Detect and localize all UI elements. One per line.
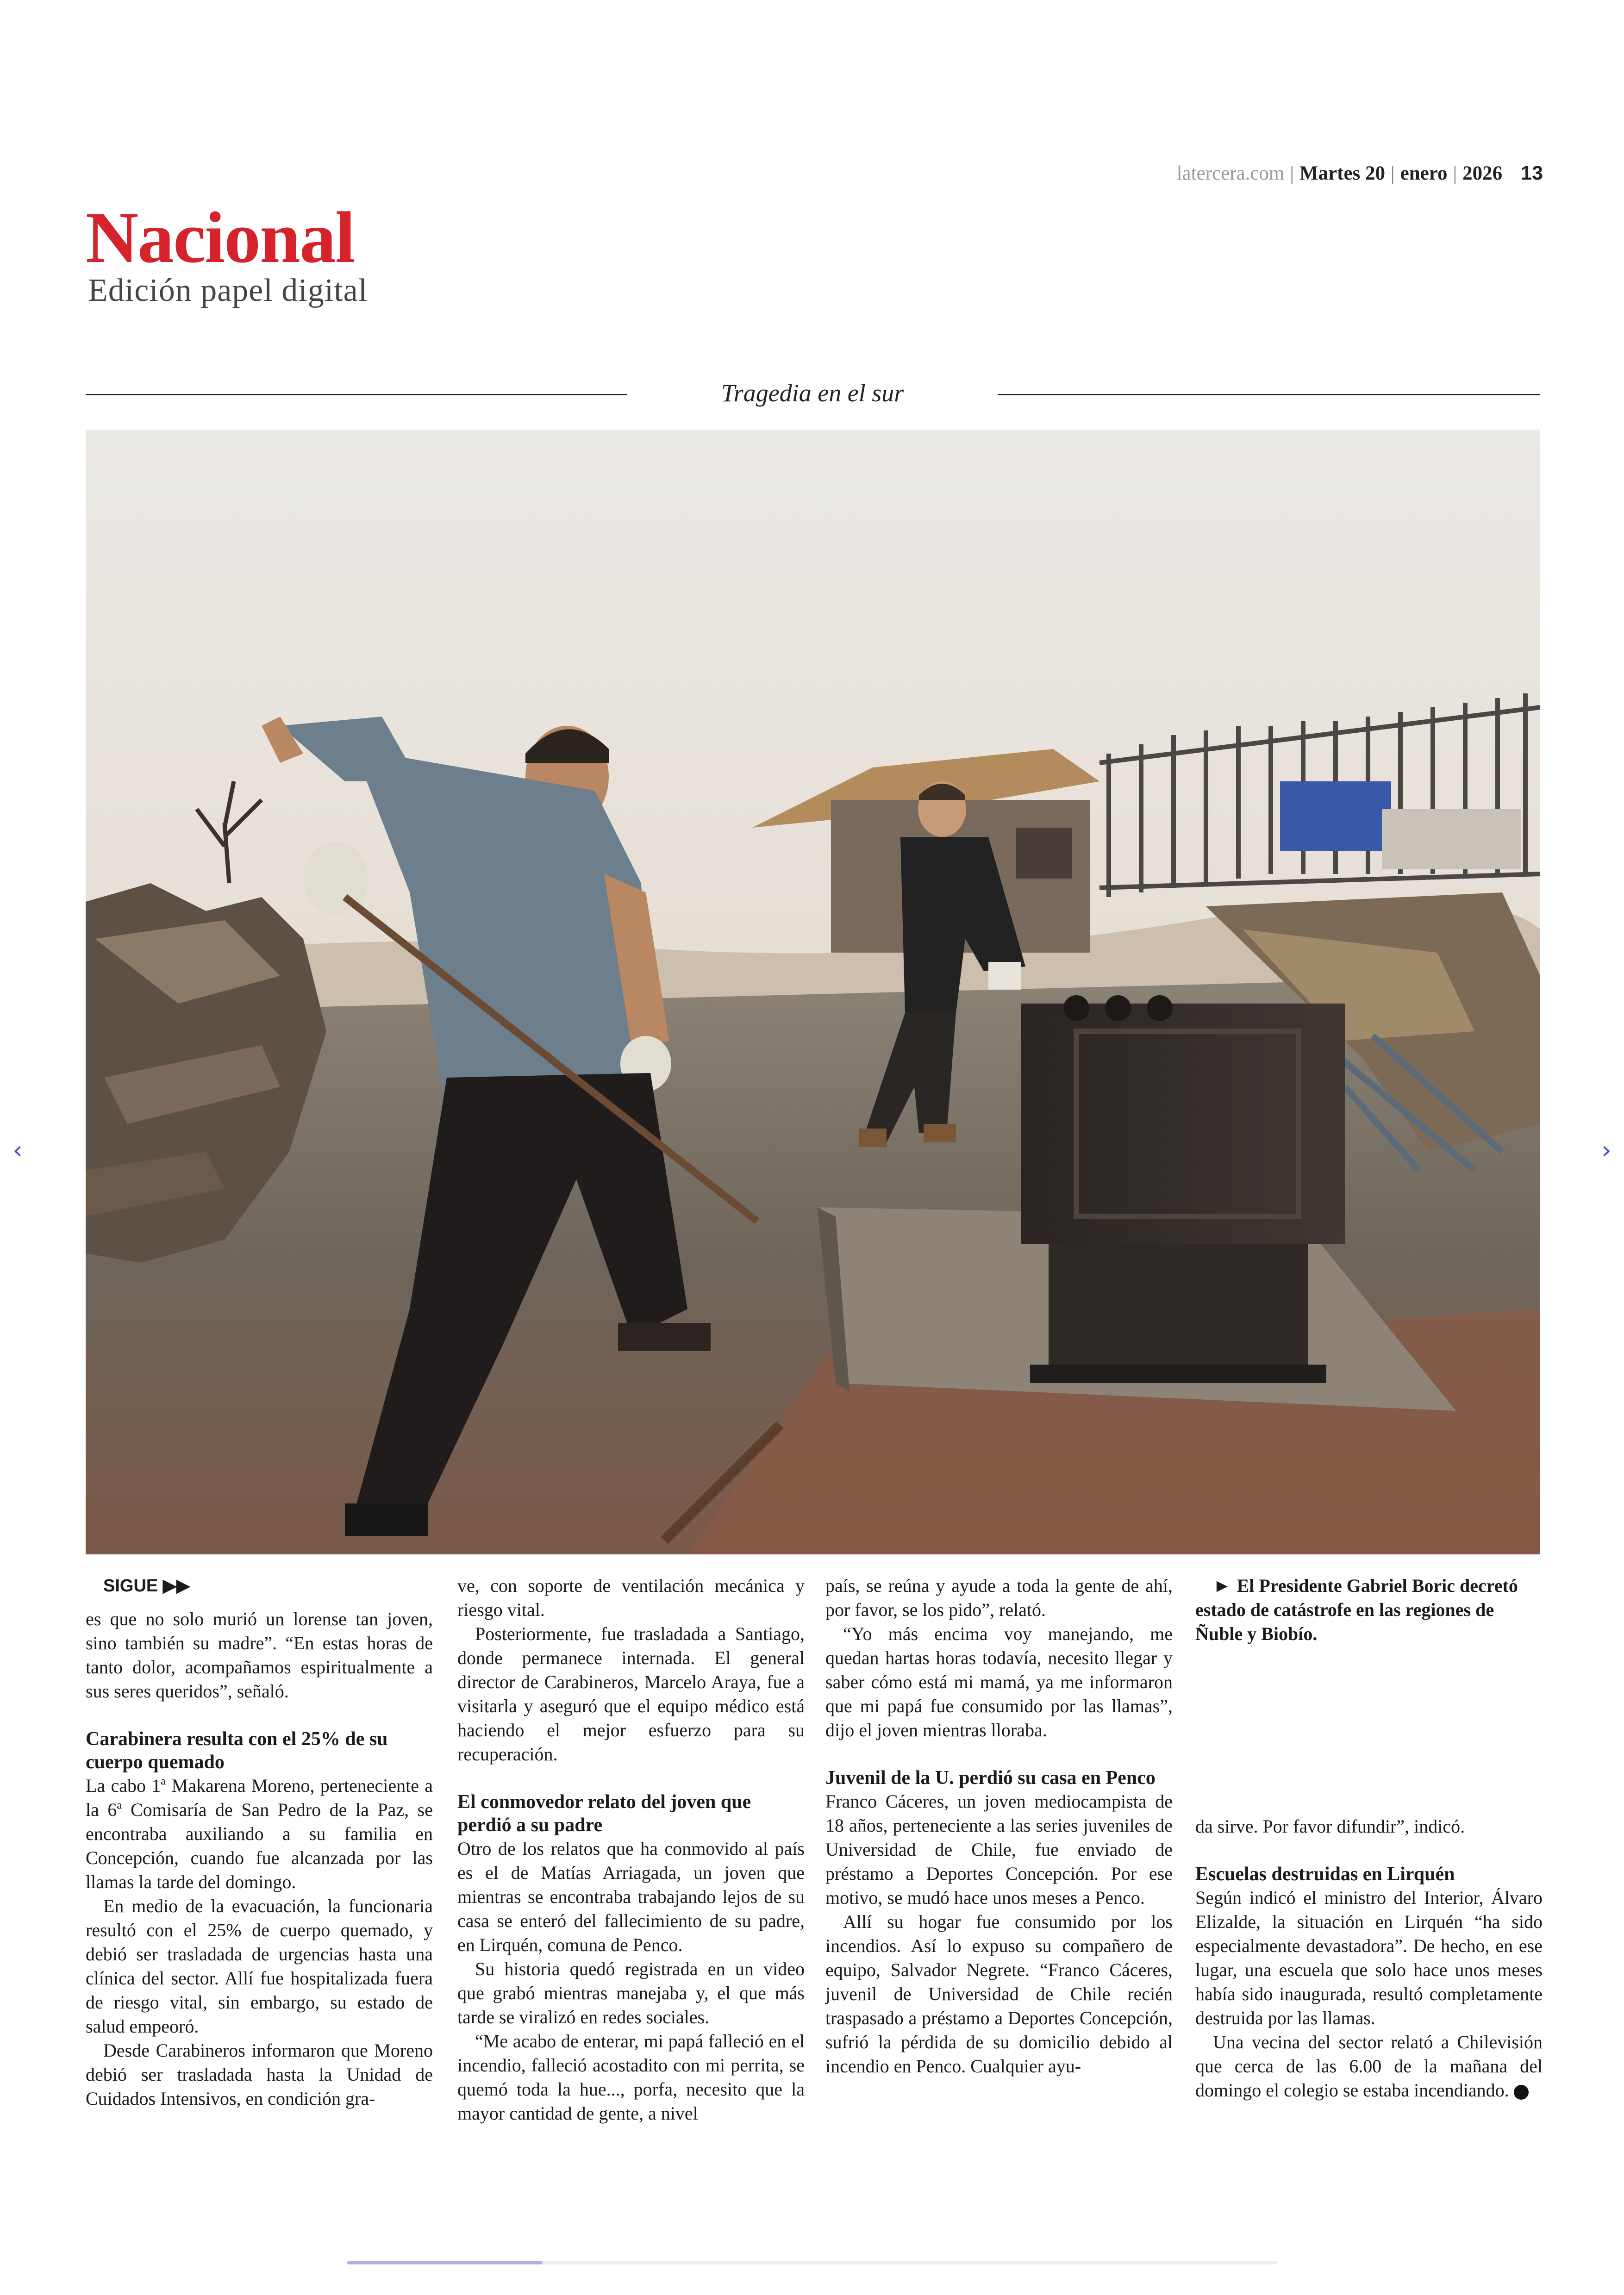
caption-text: El Presidente Gabriel Boric decretó estado de catástrofe en las regiones de Ñuble y Biobío. bbox=[1195, 1575, 1518, 1644]
column-3 bbox=[825, 1574, 1173, 2078]
kicker-rule-left bbox=[86, 394, 627, 395]
paragraph: Su historia quedó registrada en un video que grabó mientras manejaba y, el que más tarde se viralizó en redes sociales. bbox=[457, 1958, 805, 2027]
paragraph: Allí su hogar fue consumido por los incendios. Así lo expuso su compañero de equipo, Salvador Negrete. “Franco Cáceres, juvenil de Universidad de Chile recién traspasado a préstamo a Deportes Concepción, sufrió la pérdida de su domicilio debido al incendio en Penco. Cualquier ayu- bbox=[825, 1911, 1173, 2077]
paragraph: Posteriormente, fue trasladada a Santiago, donde permanece internada. El general director de Carabineros, Marcelo Araya, fue a visitarla y aseguró que el equipo médico está haciendo el mejor esfuerzo para su recuperación. bbox=[457, 1623, 805, 1765]
column-1 bbox=[86, 1574, 433, 2111]
page-masthead: latercera.com | Martes 20 | enero | 2026 13 bbox=[1176, 162, 1543, 184]
paragraph bbox=[1195, 2030, 1543, 2102]
subheading: Escuelas destruidas en Lirquén bbox=[1195, 1864, 1455, 1885]
paragraph: En medio de la evacuación, la funcionaria resultó con el 25% de cuerpo quemado, y debió ser trasladada de urgencias hasta una clínica del sector. Allí fue hospitalizada fuera de riesgo vital, sin embargo, su estado de salud empeoró. bbox=[86, 1896, 433, 2037]
paragraph: Según indicó el ministro del Interior, Álvaro Elizalde, la situación en Lirquén “ha sido especialmente devastadora”. De hecho, en ese lugar, una escuela que solo hace unos meses había sido inaugurada, resultó completamente destruida por las llamas. bbox=[1195, 1887, 1543, 2028]
photo-fire-aftermath-icon bbox=[86, 430, 1540, 1554]
section-subtitle: Edición papel digital bbox=[88, 273, 368, 308]
subheading: Juvenil de la U. perdió su casa en Penco bbox=[825, 1767, 1156, 1789]
subheading: El conmovedor relato del joven que perdió a su padre bbox=[457, 1791, 751, 1836]
chevron-left-icon[interactable]: ‹ bbox=[12, 1135, 23, 1165]
kicker-rule-right bbox=[998, 394, 1540, 395]
photo-caption bbox=[1195, 1574, 1543, 1646]
date-year: 2026 bbox=[1462, 162, 1503, 184]
paragraph: da sirve. Por favor difundir”, indicó. bbox=[1195, 1816, 1465, 1837]
paragraph: Otro de los relatos que ha conmovido al país es el de Matías Arriagada, un joven que mientras se encontraba trabajando lejos de su casa se enteró del fallecimiento de su padre, en Lirquén, comuna de Penco. bbox=[457, 1838, 805, 1955]
subheading: Carabinera resulta con el 25% de su cuerpo quemado bbox=[86, 1728, 388, 1773]
site-name[interactable]: latercera.com bbox=[1176, 162, 1285, 184]
paragraph: “Yo más encima voy manejando, me quedan hartas horas todavía, necesito llegar y saber cómo está mi mamá, ya me informaron que mi papá fue consumido por las llamas”, dijo el joven mientras lloraba. bbox=[825, 1623, 1173, 1740]
end-mark-icon bbox=[1514, 2085, 1529, 2100]
column-2 bbox=[457, 1574, 805, 2126]
paragraph: ve, con soporte de ventilación mecánica y riesgo vital. bbox=[457, 1575, 805, 1620]
date-day: Martes 20 bbox=[1299, 162, 1386, 184]
main-photo bbox=[86, 430, 1540, 1554]
section-title: Nacional bbox=[86, 197, 355, 278]
kicker: Tragedia en el sur bbox=[721, 379, 904, 407]
date-month: enero bbox=[1400, 162, 1448, 184]
paragraph-text: Una vecina del sector relató a Chilevisión que cerca de las 6.00 de la mañana del domingo el colegio se estaba incendiando. bbox=[1195, 2032, 1543, 2101]
paragraph: es que no solo murió un lorense tan joven, sino también su madre”. “En estas horas de tanto dolor, acompañamos espiritualmente a sus seres queridos”, señaló. bbox=[86, 1609, 433, 1702]
paragraph: Desde Carabineros informaron que Moreno debió ser trasladada hasta la Unidad de Cuidados Intensivos, en condición gra- bbox=[86, 2040, 433, 2109]
page-number: 13 bbox=[1521, 162, 1543, 184]
column-4 bbox=[1195, 1574, 1543, 2102]
paragraph: La cabo 1ª Makarena Moreno, perteneciente a la 6ª Comisaría de San Pedro de la Paz, se encontraba auxiliando a su familia en Concepción, cuando fue alcanzada por las llamas la tarde del domingo. bbox=[86, 1775, 433, 1892]
chevron-right-icon[interactable]: › bbox=[1601, 1135, 1612, 1165]
paragraph: Franco Cáceres, un joven mediocampista de 18 años, perteneciente a las series juveniles de Universidad de Chile, fue enviado de préstamo a Deportes Concepción. Por ese motivo, se mudó hace unos meses a Penco. bbox=[825, 1791, 1173, 1908]
paragraph: país, se reúna y ayude a toda la gente de ahí, por favor, se los pido”, relató. bbox=[825, 1575, 1173, 1620]
page-progress-bar[interactable] bbox=[347, 2261, 1278, 2264]
sigue-label: SIGUE ▶▶ bbox=[103, 1576, 190, 1596]
page-progress-fill bbox=[347, 2261, 543, 2264]
paragraph: “Me acabo de enterar, mi papá falleció en el incendio, falleció acostadito con mi perrita, se quemó toda la hue..., porfa, necesito que la mayor cantidad de gente, a nivel bbox=[457, 2031, 805, 2124]
caption-arrow-icon: ► bbox=[1213, 1575, 1231, 1596]
